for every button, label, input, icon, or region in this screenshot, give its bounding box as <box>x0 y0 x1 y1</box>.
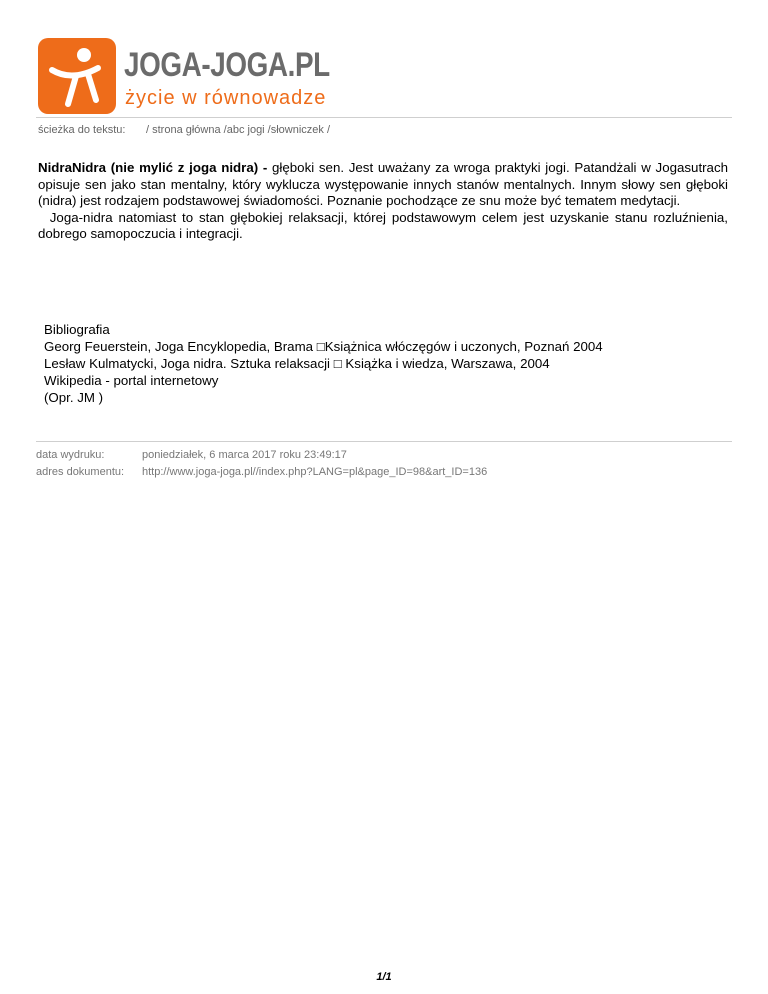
site-logo[interactable] <box>38 38 358 114</box>
print-date-value: poniedziałek, 6 marca 2017 roku 23:49:17 <box>142 449 347 461</box>
article-text: Joga-nidra natomiast to stan głębokiej relaksacji, której podstawowym celem jest uzyskanie stanu rozluźnienia, dobrego samopoczucia i integracji. <box>38 209 728 242</box>
article-paragraph <box>38 210 728 243</box>
bibliography-entry: Lesław Kulmatycki, Joga nidra. Sztuka relaksacji □ Książka i wiedza, Warszawa, 2004 <box>44 356 550 371</box>
document-address-row <box>36 466 487 478</box>
logo-subtitle: życie w równowadze <box>125 87 327 109</box>
logo-mark-icon <box>38 38 116 114</box>
article-body <box>38 160 728 243</box>
print-date-label: data wydruku: <box>36 449 105 461</box>
print-date-row <box>36 449 347 461</box>
page-number: 1/1 <box>376 971 392 983</box>
header-divider <box>36 117 732 118</box>
bibliography-heading: Bibliografia <box>44 322 110 337</box>
bibliography <box>44 321 603 406</box>
bibliography-entry: Georg Feuerstein, Joga Encyklopedia, Brama □Książnica włóczęgów i uczonych, Poznań 2004 <box>44 339 603 354</box>
article-text: głęboki sen. Jest uważany za wroga praktyki jogi. Patandżali w Jogasutrach opisuje sen jako stan mentalny, który wyklucza występowanie innych stanów mentalnych. Innym słowy sen głęboki (nidra) jest rodzajem podstawowej świadomości. Poznanie pochodzące ze snu może być tematem medytacji. <box>38 160 728 209</box>
bibliography-entry: Wikipedia - portal internetowy <box>44 373 219 388</box>
meta-divider <box>36 441 732 442</box>
article-paragraph <box>38 160 728 210</box>
breadcrumb <box>38 124 330 136</box>
document-address-label: adres dokumentu: <box>36 466 125 478</box>
bibliography-entry: (Opr. JM ) <box>44 390 104 405</box>
breadcrumb-path[interactable]: / strona główna /abc jogi /słowniczek / <box>146 124 331 136</box>
breadcrumb-label: ścieżka do tekstu: <box>38 124 126 136</box>
logo-title: JOGA-JOGA.PL <box>124 46 330 84</box>
article-lead: NidraNidra (nie mylić z joga nidra) - <box>38 160 268 175</box>
document-address-link[interactable]: http://www.joga-joga.pl//index.php?LANG=pl&page_ID=98&art_ID=136 <box>142 466 488 478</box>
